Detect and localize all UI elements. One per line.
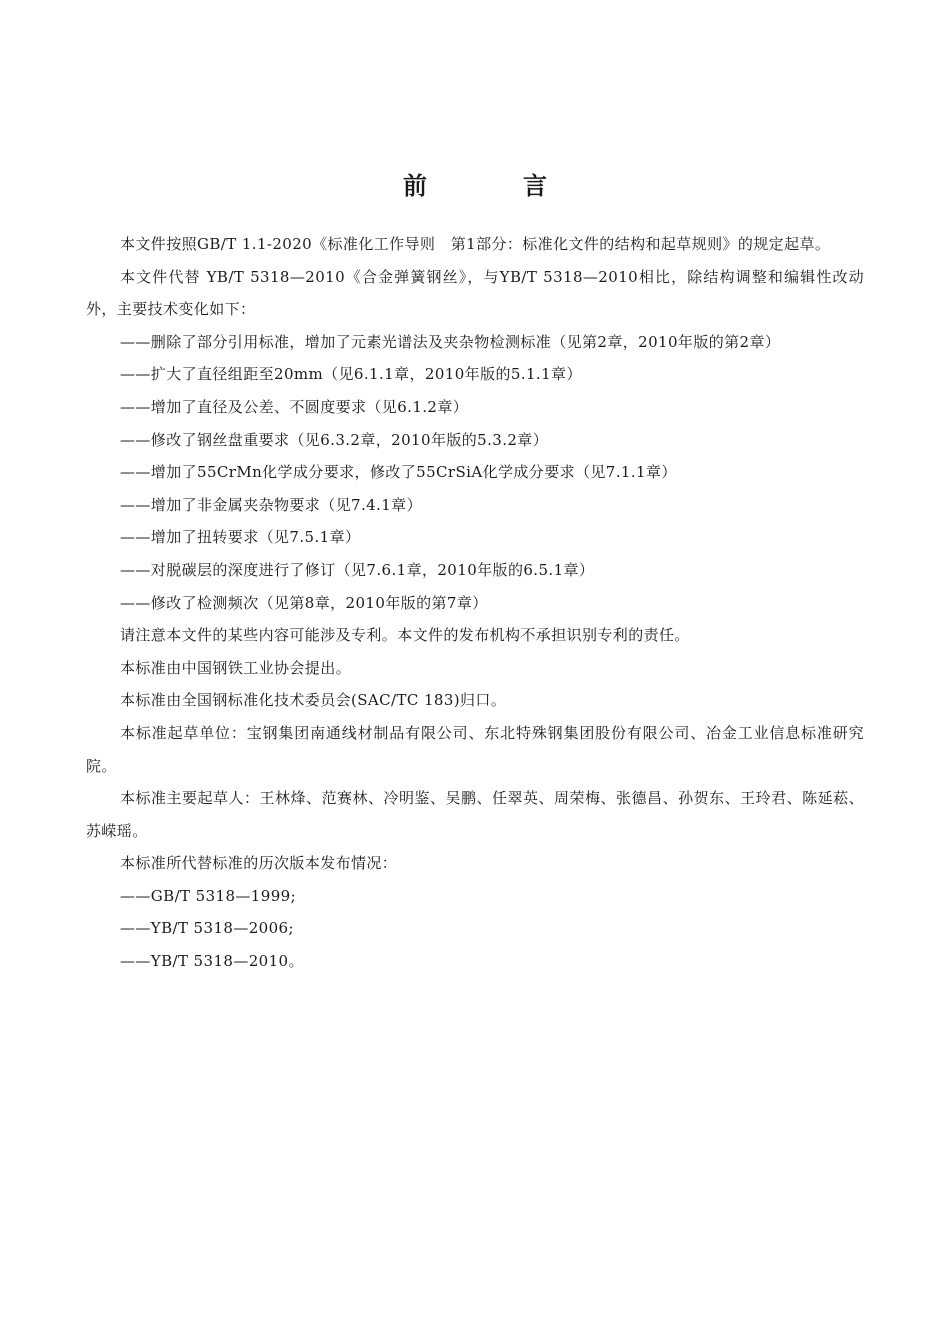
history-intro: 本标准所代替标准的历次版本发布情况： [120,854,398,873]
change-item: ——增加了非金属夹杂物要求（见7.4.1章） [120,495,422,514]
history-list [86,880,864,978]
change-item: ——增加了55CrMn化学成分要求，修改了55CrSiA化学成分要求（见7.1.1章） [120,463,677,482]
replacement-paragraph: 本文件代替 YB/T 5318—2010《合金弹簧钢丝》，与YB/T 5318—2010相比，除结构调整和编辑性改动外，主要技术变化如下： [86,267,864,319]
proposed-by: 本标准由中国钢铁工业协会提出。 [120,658,352,677]
patent-notice: 请注意本文件的某些内容可能涉及专利。本文件的发布机构不承担识别专利的责任。 [120,626,690,645]
change-item: ——删除了部分引用标准，增加了元素光谱法及夹杂物检测标准（见第2章，2010年版的第2章） [120,332,781,351]
drafting-units: 本标准起草单位：宝钢集团南通线材制品有限公司、东北特殊钢集团股份有限公司、冶金工业信息标准研究院。 [86,723,864,775]
page-title: 前 言 [403,172,583,200]
foreword-body [86,228,864,978]
centralized-by: 本标准由全国钢标准化技术委员会(SAC/TC 183)归口。 [120,691,507,710]
change-item: ——修改了钢丝盘重要求（见6.3.2章，2010年版的5.3.2章） [120,430,549,449]
change-item: ——修改了检测频次（见第8章，2010年版的第7章） [120,593,488,612]
change-item: ——对脱碳层的深度进行了修订（见7.6.1章，2010年版的6.5.1章） [120,560,595,579]
change-item: ——增加了直径及公差、不圆度要求（见6.1.2章） [120,397,469,416]
history-item: ——YB/T 5318—2010。 [120,952,304,971]
history-item: ——YB/T 5318—2006; [120,919,294,938]
change-item: ——扩大了直径组距至20mm（见6.1.1章，2010年版的5.1.1章） [120,365,582,384]
change-item: ——增加了扭转要求（见7.5.1章） [120,528,361,547]
main-drafters: 本标准主要起草人：王林烽、范赛林、冷明鉴、吴鹏、任翠英、周荣梅、张德昌、孙贺东、王玲君、陈延菘、苏嵘瑶。 [86,789,864,840]
drafting-rule-paragraph: 本文件按照GB/T 1.1-2020《标准化工作导则 第1部分：标准化文件的结构和起草规则》的规定起草。 [120,235,831,253]
history-item: ——GB/T 5318—1999; [120,886,297,905]
technical-changes-list [86,326,864,619]
